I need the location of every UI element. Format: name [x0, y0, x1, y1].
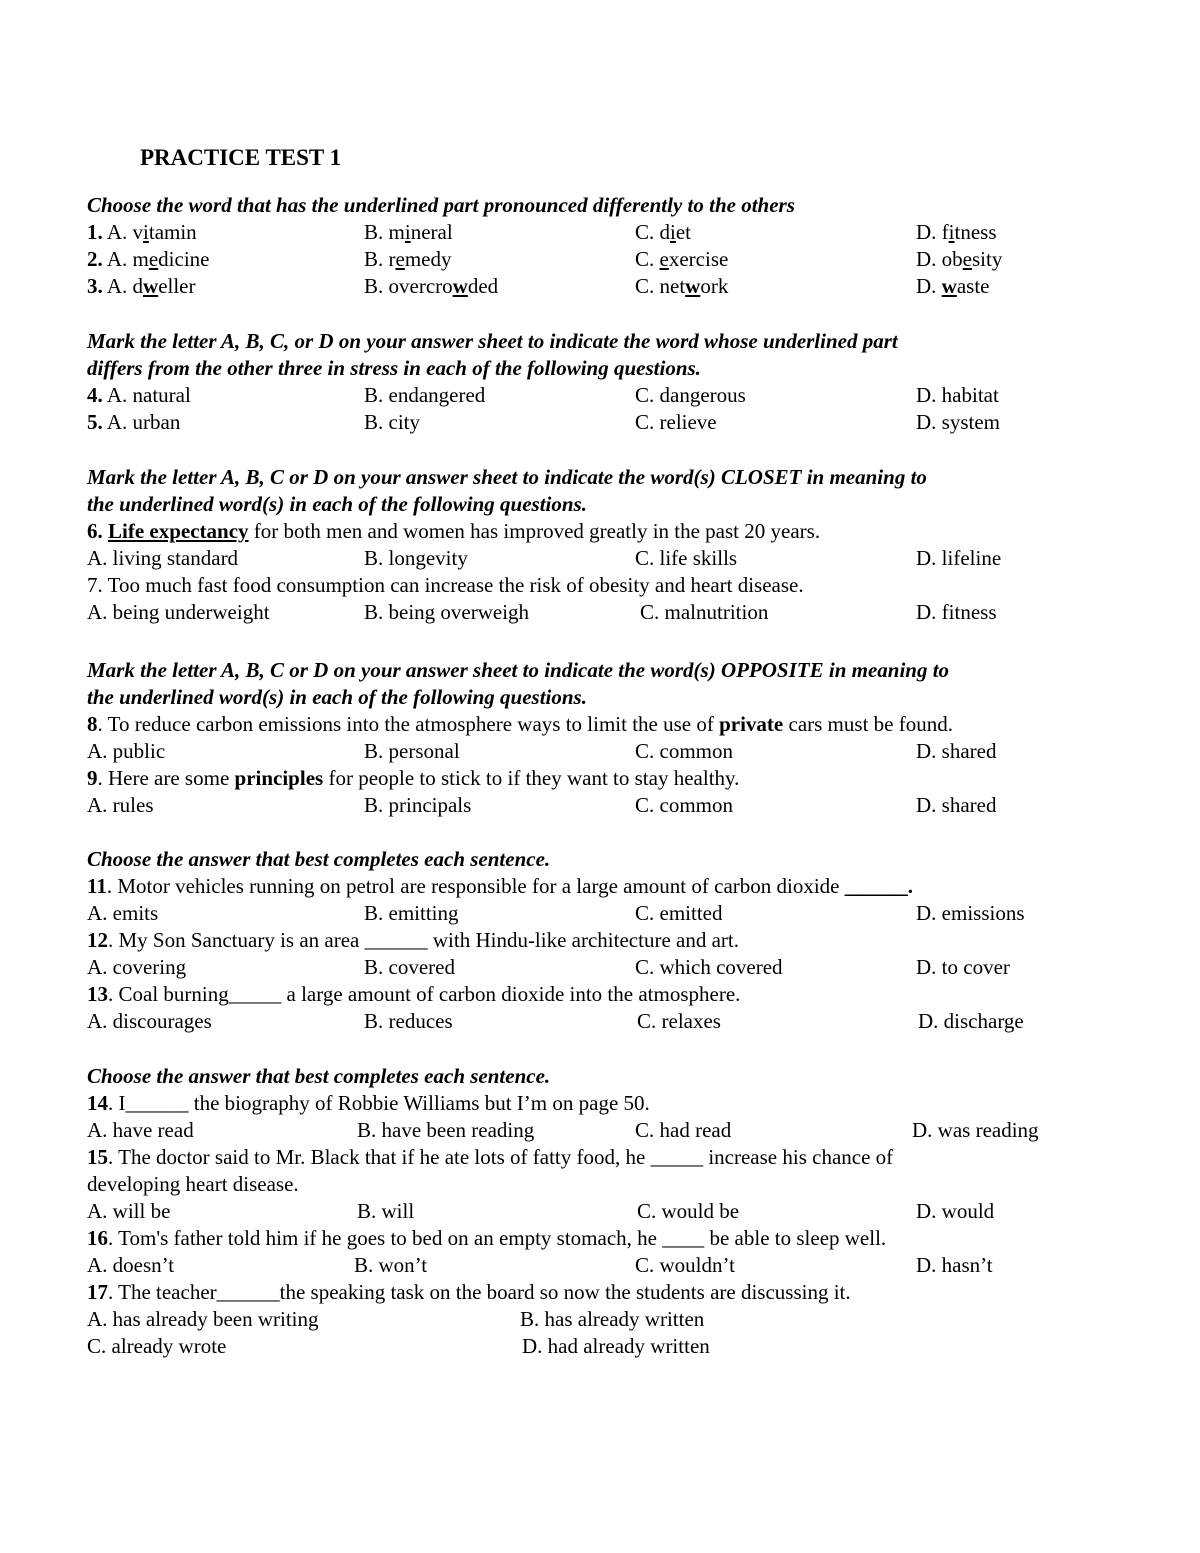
option-c: C. emitted: [635, 901, 723, 925]
question-7-stem: 7. Too much fast food consumption can increase the risk of obesity and heart disease.: [87, 573, 804, 597]
option-a: A. living standard: [87, 546, 239, 570]
underlined-phrase: Life expectancy: [108, 519, 249, 543]
section-complete-sentence-2: [87, 1063, 1147, 1360]
question-5: [87, 409, 1147, 436]
question-11-options: [87, 900, 1147, 927]
answer-blank: ______: [125, 1091, 189, 1115]
question-3: [87, 273, 1147, 300]
option-a: A. doesn’t: [87, 1253, 175, 1277]
option-a: A. has already been writing: [87, 1307, 319, 1331]
option-c: C. exercise: [635, 247, 729, 271]
option-c: C. had read: [635, 1118, 732, 1142]
section-instruction-line-2: differs from the other three in stress in each of the following questions.: [87, 356, 701, 380]
option-c: C. common: [635, 739, 733, 763]
question-9-stem: 9. Here are some principles for people to stick to if they want to stay healthy.: [87, 766, 740, 790]
answer-blank: ______: [364, 928, 428, 952]
question-16-stem: 16. Tom's father told him if he goes to bed on an empty stomach, he ____ be able to sleep well.: [87, 1226, 887, 1250]
section-instruction-line-2: the underlined word(s) in each of the following questions.: [87, 685, 587, 709]
option-c: C. network: [635, 274, 729, 298]
question-9-options: [87, 792, 1147, 819]
option-d: D. would: [916, 1199, 995, 1223]
option-c: C. life skills: [635, 546, 738, 570]
page-title: PRACTICE TEST 1: [140, 145, 342, 170]
option-d: D. hasn’t: [916, 1253, 993, 1277]
option-a: 3. A. dweller: [87, 274, 196, 298]
question-1: [87, 219, 1147, 246]
option-a: A. covering: [87, 955, 187, 979]
section-closest-meaning: [87, 464, 1147, 626]
option-b: B. emitting: [364, 901, 459, 925]
question-17-options-row-2: [87, 1333, 1147, 1360]
option-d: D. had already written: [522, 1334, 710, 1358]
option-a: 1. A. vitamin: [87, 220, 197, 244]
section-instruction-line-1: Mark the letter A, B, C or D on your answer sheet to indicate the word(s) CLOSET in meaning to: [87, 465, 927, 489]
option-b: B. remedy: [364, 247, 452, 271]
answer-blank: ____: [662, 1226, 705, 1250]
section-instruction: Choose the word that has the underlined part pronounced differently to the others: [87, 193, 795, 217]
option-b: B. overcrowded: [364, 274, 499, 298]
option-d: D. was reading: [912, 1118, 1039, 1142]
question-11-stem: 11. Motor vehicles running on petrol are responsible for a large amount of carbon dioxide ______.: [87, 874, 913, 898]
option-d: D. discharge: [918, 1009, 1024, 1033]
option-a: A. will be: [87, 1199, 171, 1223]
question-14-options: [87, 1117, 1147, 1144]
option-d: D. waste: [916, 274, 990, 298]
option-b: B. will: [357, 1199, 415, 1223]
option-d: D. fitness: [916, 600, 997, 624]
question-15-options: [87, 1198, 1147, 1225]
question-14-stem: 14. I______ the biography of Robbie Williams but I’m on page 50.: [87, 1091, 650, 1115]
option-c: C. which covered: [635, 955, 783, 979]
section-stress: [87, 328, 1147, 436]
option-c: C. relaxes: [637, 1009, 721, 1033]
answer-blank: _____: [228, 982, 282, 1006]
option-d: D. lifeline: [916, 546, 1002, 570]
question-15-stem: 15. The doctor said to Mr. Black that if he ate lots of fatty food, he _____ increase his chance of: [87, 1145, 894, 1169]
question-13-options: [87, 1008, 1147, 1035]
question-8-stem: 8. To reduce carbon emissions into the atmosphere ways to limit the use of private cars must be found.: [87, 712, 953, 736]
option-b: B. has already written: [520, 1307, 705, 1331]
question-12-options: [87, 954, 1147, 981]
answer-blank: ______: [216, 1280, 280, 1304]
option-b: B. being overweigh: [364, 600, 530, 624]
option-c: C. malnutrition: [640, 600, 769, 624]
section-instruction-line-1: Mark the letter A, B, C, or D on your answer sheet to indicate the word whose underlined part: [87, 329, 898, 353]
option-d: D. obesity: [916, 247, 1003, 271]
option-a: A. being underweight: [87, 600, 270, 624]
option-d: D. to cover: [916, 955, 1010, 979]
question-7-options: [87, 599, 1147, 626]
section-instruction-line-2: the underlined word(s) in each of the following questions.: [87, 492, 587, 516]
option-c: C. would be: [637, 1199, 740, 1223]
option-a: 5. A. urban: [87, 410, 181, 434]
question-15-stem-continued: developing heart disease.: [87, 1172, 299, 1196]
option-d: D. fitness: [916, 220, 997, 244]
option-b: B. reduces: [364, 1009, 453, 1033]
option-b: B. city: [364, 410, 420, 434]
option-b: B. have been reading: [357, 1118, 535, 1142]
question-6-stem: 6. Life expectancy for both men and women has improved greatly in the past 20 years.: [87, 519, 821, 543]
question-17-options-row-1: [87, 1306, 1147, 1333]
option-b: B. personal: [364, 739, 460, 763]
answer-blank: ______: [844, 874, 908, 898]
option-a: A. public: [87, 739, 166, 763]
option-a: A. rules: [87, 793, 154, 817]
option-d: D. shared: [916, 793, 997, 817]
option-d: D. shared: [916, 739, 997, 763]
answer-blank: _____: [650, 1145, 704, 1169]
section-instruction: Choose the answer that best completes each sentence.: [87, 1064, 551, 1088]
question-13-stem: 13. Coal burning_____ a large amount of carbon dioxide into the atmosphere.: [87, 982, 741, 1006]
question-8-options: [87, 738, 1147, 765]
section-instruction: Choose the answer that best completes each sentence.: [87, 847, 551, 871]
option-c: C. already wrote: [87, 1334, 227, 1358]
option-a: A. have read: [87, 1118, 194, 1142]
question-12-stem: 12. My Son Sanctuary is an area ______ with Hindu-like architecture and art.: [87, 928, 739, 952]
option-d: D. emissions: [916, 901, 1025, 925]
question-16-options: [87, 1252, 1147, 1279]
option-a: 2. A. medicine: [87, 247, 210, 271]
option-b: B. endangered: [364, 383, 486, 407]
option-c: C. common: [635, 793, 733, 817]
section-pronunciation: [87, 192, 1147, 300]
question-17-stem: 17. The teacher______the speaking task on the board so now the students are discussing it.: [87, 1280, 851, 1304]
section-complete-sentence-1: [87, 846, 1147, 1035]
question-4: [87, 382, 1147, 409]
option-c: C. relieve: [635, 410, 717, 434]
option-c: C. wouldn’t: [635, 1253, 735, 1277]
question-6-options: [87, 545, 1147, 572]
section-instruction-line-1: Mark the letter A, B, C or D on your answer sheet to indicate the word(s) OPPOSITE in meaning to: [87, 658, 950, 682]
option-a: A. discourages: [87, 1009, 212, 1033]
question-2: [87, 246, 1147, 273]
option-d: D. system: [916, 410, 1000, 434]
option-c: C. diet: [635, 220, 692, 244]
section-opposite-meaning: [87, 657, 1147, 819]
option-a: A. emits: [87, 901, 159, 925]
option-b: B. covered: [364, 955, 455, 979]
option-c: C. dangerous: [635, 383, 746, 407]
option-b: B. principals: [364, 793, 472, 817]
option-d: D. habitat: [916, 383, 999, 407]
option-a: 4. A. natural: [87, 383, 191, 407]
option-b: B. mineral: [364, 220, 453, 244]
option-b: B. won’t: [354, 1253, 428, 1277]
option-b: B. longevity: [364, 546, 468, 570]
